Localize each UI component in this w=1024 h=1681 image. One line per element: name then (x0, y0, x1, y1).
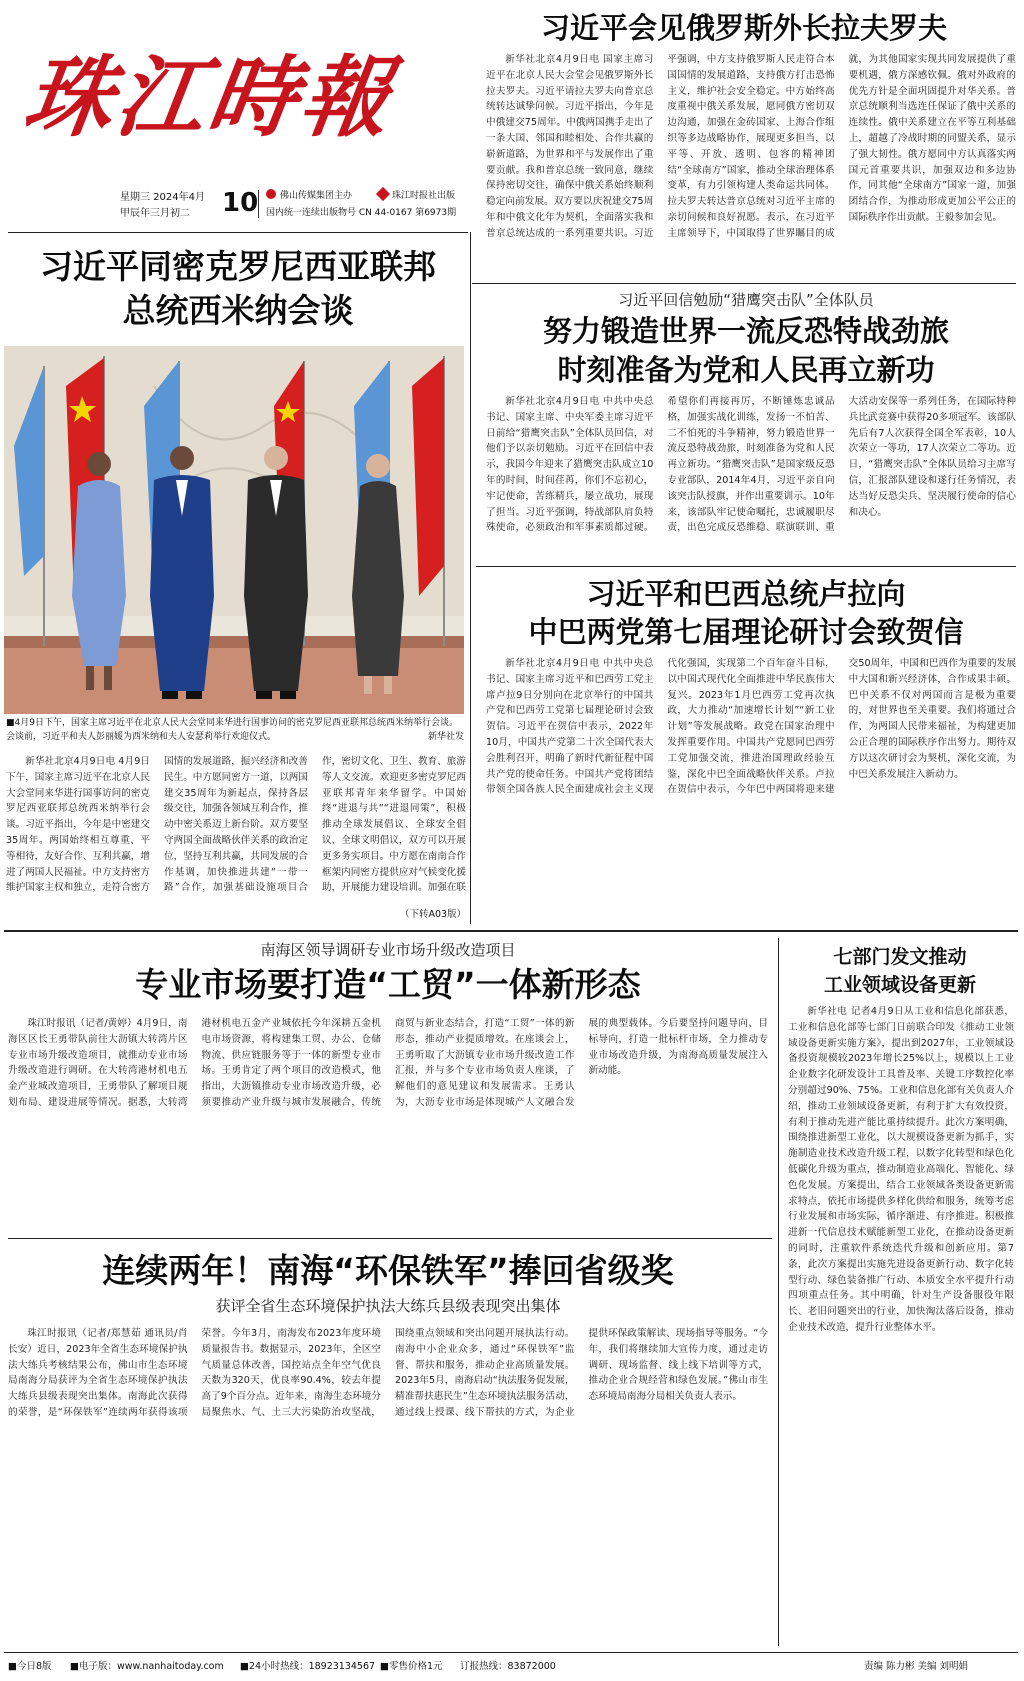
person-3 (244, 446, 308, 699)
headline-equipment-line1: 七部门发文推动 (833, 946, 967, 968)
masthead-date-block (120, 188, 465, 222)
headline-micronesia-line1: 习近平同密克罗尼西亚联邦 (40, 247, 436, 286)
divider (4, 1652, 1018, 1653)
headline-equipment-line2: 工业领域设备更新 (823, 974, 976, 996)
subhead-environment: 获评全省生态环境保护执法大练兵县级表现突出集体 (215, 1297, 561, 1315)
divider (476, 566, 1016, 567)
weekday-date: 星期三 2024年4月 (120, 192, 205, 203)
masthead-divider (258, 190, 259, 218)
footer-bar (8, 1658, 1018, 1676)
article-lavrov-text: 新华社北京4月9日电 国家主席习近平在北京人民大会堂会见俄罗斯外长拉夫罗夫。习近平请拉夫罗夫向普京总统转达诚挚问候。习近平指出，今年是中俄建交75周年。中俄两国携手走出了一条大国、邻国和睦相处、合作共赢的崭新道路，为世界和平与发展作出了重要贡献。我和普京总统一致同意，继续保持密切交往，确保中俄关系始终顺利稳定向前发展。双方要以庆祝建交75周年和中俄文化年为契机，全面落实我和普京总统达成的一系列重要共识。习近平强调，中方支持俄罗斯人民走符合本国国情的发展道路，支持俄方打击恐怖主义，维护社会安全稳定。中方始终高度重视中俄关系发展，愿同俄方密切双边沟通，加强在金砖国家、上海合作组织等多边战略协作，展现更多担当，以平等、开放、透明、包容的精神团结“全球南方”国家，推动全球治理体系变革，有力引领构建人类命运共同体。拉夫罗夫转达普京总统对习近平主席的亲切问候和良好祝愿。表示，在习近平主席领导下，中国取得了世界瞩目的成就，为其他国家实现共同发展提供了重要机遇，俄方深感钦佩。俄对外政府的优先方针是全面巩固提升对华关系。普京总统顺利当选连任保证了俄中关系的连续性。俄中关系建立在平等互利基础上，超越了冷战时期的同盟关系，显示了强大韧性。俄方愿同中方认真落实两国元首重要共识，加强双边和多边协作，同其他“全球南方”国家一道，加强团结合作，为推动形成更加公平公正的国际秩序作出贡献。王毅参加会见。 (486, 54, 1016, 239)
footer-editor: 责编 陈力彬 美编 刘明娟 (864, 1661, 969, 1672)
publisher-1: 佛山传媒集团主办 (280, 191, 353, 201)
article-market-text: 珠江时报讯（记者/黄婷）4月9日，南海区区长王勇带队前往大沥镇大转湾片区专业市场升级改造项目，就推动专业市场升级改造进行调研。在大转湾港材机电五金产业城改造项目，王勇带队了解项目规划布局、建设进展等情况。据悉，大转湾港材机电五金产业城依托今年深耕五金机电市场资源，将构建集工贸、办公、仓储物流、供应链服务等于一体的新型专业市场。王勇肯定了两个项目的改造模式，他指出，大沥镇推动专业市场改造升级，必须要推动产业升级与城市发展融合，传统商贸与新业态结合，打造“工贸”一体的新形态，推动产业提质增效。在座谈会上，王勇听取了大沥镇专业市场升级改造工作汇报，并与多个专业市场负责人座谈，了解他们的意见建议和发展需求。王勇认为，大沥专业市场是体现城产人文融合发展的典型载体。今后要坚持问题导向、目标导向，打造一批标杆市场，全力推动专业市场改造升级，为南海高质量发展注入新动能。 (8, 1018, 768, 1108)
article-micronesia-text: 新华社北京4月9日电 4月9日下午，国家主席习近平在北京人民大会堂同来华进行国事访问的密克罗尼西亚联邦总统西米纳举行会谈。习近平指出，今年是中密建交35周年。两国始终相互尊重、平等相待，友好合作、互利共赢，增进了两国人民福祉。中方支持密方维护国家主权和独立，走符合密方国情的发展道路，振兴经济和改善民生。中方愿同密方一道，以两国建交35周年为新起点，保持各层级交往，加强各领域互利合作，推动中密关系迈上新台阶。双方要坚守两国全面战略伙伴关系的政治定位，坚持互利共赢，共同发展的合作基调，加快推进共建“一带一路”合作，加强基础设施项目合作，密切文化、卫生、教育、旅游等人文交流。欢迎更多密克罗尼西亚联邦青年来华留学。中国始终“进退与共”“进退同策”，积极推动全球发展倡议、全球安全倡议、全球文明倡议，双方可以开展更多务实项目。中方愿在南南合作框架内同密方提供应对气候变化援助，开展能力建设培训。加强在联 (6, 756, 466, 894)
headline-market: 专业市场要打造“工贸”一体新形态 (135, 965, 641, 1004)
divider (8, 232, 468, 233)
article-equipment (788, 1004, 1014, 1644)
day-number: 10 (222, 188, 259, 218)
divider (8, 1238, 772, 1239)
lunar-date: 甲辰年三月初二 (120, 208, 190, 219)
footer-hotline: ■24小时热线：18923134567 (240, 1661, 376, 1672)
headline-antiterror-line1: 努力锻造世界一流反恐特战劲旅 (542, 314, 949, 348)
headline-antiterror-line2: 时刻准备为党和人民再立新功 (557, 353, 935, 387)
photo-caption-text: ■4月9日下午，国家主席习近平在北京人民大会堂同来华进行国事访问的密克罗尼西亚联邦总统西米纳举行会谈。会谈前，习近平和夫人彭丽媛为西米纳和夫人安瑟莉举行欢迎仪式。 (6, 718, 458, 742)
footer-pages: ■今日8版 (8, 1661, 52, 1672)
kicker-antiterror: 习近平回信勉励“猎鹰突击队”全体队员 (618, 291, 874, 309)
person-2 (150, 446, 214, 699)
masthead-title: 珠江時報 (17, 45, 401, 149)
footer-website[interactable]: ■电子版：www.nanhaitoday.com (70, 1661, 224, 1672)
photo-credit: 新华社发 (427, 732, 464, 742)
headline-micronesia-line2: 总统西米纳会谈 (122, 291, 354, 330)
article-market (8, 1016, 768, 1234)
kicker-market: 南海区领导调研专业市场升级改造项目 (260, 941, 516, 959)
footer-price: ■零售价格1元 (380, 1661, 443, 1672)
divider (470, 232, 471, 924)
paper-logo-icon (376, 187, 390, 201)
article-brazil-text: 新华社北京4月9日电 中共中央总书记、国家主席习近平和巴西劳工党主席卢拉9日分别向在北京举行的中国共产党和巴西劳工党第七届理论研讨会致贺信。习近平在贺信中表示，2022年10月，中国共产党第二十次全国代表大会胜利召开，明确了新时代新征程中国共产党的使命任务。中国共产党将团结带领全国各族人民全面建成社会主义现代化强国，实现第二个百年奋斗目标，以中国式现代化全面推进中华民族伟大复兴。2023年1月巴西劳工党再次执政，大力推动“加速增长计划”“新工业计划”等发展战略。政党在国家治理中发挥重要作用。中国共产党愿同巴西劳工党加强交流，推进治国理政经验互鉴，深化中巴全面战略伙伴关系。卢拉在贺信中表示，今年巴中两国将迎来建交50周年，中国和巴西作为重要的发展中大国和新兴经济体，合作成果丰硕。巴中关系不仅对两国而言是极为重要的，对世界也至关重要。我们将通过合作，为两国人民带来福祉，为构建更加公正合理的国际秩序作出努力。期待双方以这次研讨会为契机，深化交流，为中巴关系发展注入新动力。 (486, 658, 1016, 796)
news-photo (4, 346, 464, 714)
article-antiterror-text: 新华社北京4月9日电 中共中央总书记、国家主席、中央军委主席习近平日前给“猎鹰突击队”全体队员回信，对他们予以亲切勉励。习近平在回信中表示，我国今年迎来了猎鹰突击队成立10年的时间，时间荏苒，你们不忘初心，牢记使命，苦练精兵，屡立战功，展现了担当。习近平强调，特战部队肩负特殊使命，必须政治和军事素质都过硬。希望你们再接再厉，不断锤炼忠诚品格，加强实战化训练，发扬一不怕苦、二不怕死的斗争精神，努力锻造世界一流反恐特战劲旅，时刻准备为党和人民再立新功。“猎鹰突击队”是国家级反恐专业部队，2014年4月，习近平亲自向该突击队授旗，并作出重要训示。10年来，该部队牢记使命嘱托，忠诚履职尽责，出色完成反恐维稳、联演联训、重大活动安保等一系列任务，在国际特种兵比武竞赛中获得20多项冠军。该部队先后有7人次获得全国全军表彰，10人次荣立一等功，17人次荣立二等功。近日，“猎鹰突击队”全体队员给习主席写信，汇报部队建设和遂行任务情况，表达当好反恐尖兵、坚决履行使命的信心和决心。 (486, 396, 1016, 534)
divider (778, 938, 779, 1646)
footer-subscribe: 订报热线：83872000 (460, 1661, 556, 1672)
article-environment-text: 珠江时报讯（记者/郑慧茹 通讯员/肖长安）近日，2023年全省生态环境保护执法大练兵考核结果公布，佛山市生态环境局南海分局获评为全省生态环境保护执法大练兵县级表现突出集体。南海此次获得的荣誉，是“环保铁军”连续两年获得该项荣誉。今年3月，南海发布2023年度环境质量报告书。数据显示，2023年，全区空气质量总体改善，国控站点全年空气优良天数为320天，优良率90.4%，较去年提高了9个百分点。近年来，南海生态环境分局聚焦水、气、土三大污染防治攻坚战，围绕重点领域和突出问题开展执法行动。南海中小企业众多，通过“环保铁军”监督、帮扶和服务，推动企业高质量发展。2023年5月，南海启动“执法服务促发展，精准帮扶惠民生”生态环境执法服务活动，通过线上授课、线下帮扶的方式，为企业提供环保政策解读、现场指导等服务。“今年，我们将继续加大宣传力度，通过走访调研、现场监督、线上线下培训等方式，推动企业合规经营和绿色发展。”佛山市生态环境局南海分局相关负责人表示。 (8, 1328, 768, 1418)
publisher-2: 珠江时报社出版 (392, 191, 456, 201)
article-environment (8, 1326, 768, 1644)
serial-number: 国内统一连续出版物号 CN 44-0167 第6973期 (266, 208, 457, 218)
divider (4, 930, 1018, 932)
continued-note: （下转A03版） (400, 909, 467, 920)
headline-brazil-line1: 习近平和巴西总统卢拉向 (586, 577, 906, 611)
article-antiterror (486, 394, 1016, 560)
headline-lavrov: 习近平会见俄罗斯外长拉夫罗夫 (540, 11, 947, 45)
headline-environment: 连续两年！南海“环保铁军”捧回省级奖 (102, 1251, 674, 1290)
article-lavrov (486, 52, 1016, 278)
article-brazil (486, 656, 1016, 924)
photo-illustration (4, 346, 464, 714)
photo-caption (6, 716, 464, 746)
group-logo-icon (266, 189, 276, 199)
masthead (8, 8, 468, 228)
article-micronesia (6, 754, 466, 904)
divider (472, 283, 1016, 284)
person-4 (352, 454, 404, 694)
headline-brazil-line2: 中巴两党第七届理论研讨会致贺信 (528, 615, 964, 649)
article-equipment-text: 新华社电 记者4月9日从工业和信息化部获悉，工业和信息化部等七部门日前联合印发《推动工业领域设备更新实施方案》，提出到2027年，工业领域设备投资规模较2023年增长25%以上，规模以上工业企业数字化研发设计工具普及率、关键工序数控化率分别超过90%、75%。工业和信息化部有关负责人介绍，推动工业领域设备更新，有利于扩大有效投资，有利于推动先进产能比重持续提升。此次方案明确，围绕推进新型工业化，以大规模设备更新为抓手，实施制造业技术改造升级工程，以数字化转型和绿色化低碳化升级为重点，推动制造业高端化、智能化、绿色化发展。方案提出，结合工业领域各类设备更新需求特点，依托市场提供多样化供给和服务，统筹考虑行业发展和市场实际，循序渐进、有序推进。积极推进新一代信息技术赋能新型工业化，在推动设备更新的同时，注重软件系统迭代升级和创新应用。第7条，此次方案提出实施先进设备更新行动、数字化转型行动、绿色装备推广行动、本质安全水平提升行动四项重点任务。其中明确，针对生产设备服役年限长、老旧问题突出的行业，加快淘汰落后设备，推动企业技术改造，提升行业整体水平。 (788, 1006, 1014, 1333)
